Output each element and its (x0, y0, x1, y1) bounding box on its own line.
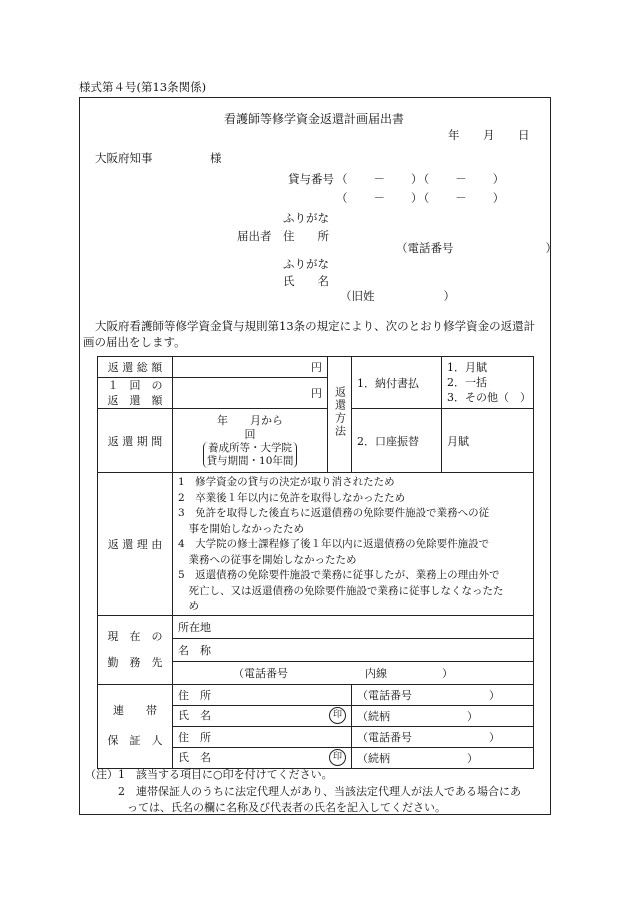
guarantor-2-address: 住 所 (173, 726, 352, 747)
guarantor-label (98, 684, 173, 768)
reason-line: 4 大学院の修士課程修了後１年以内に返還債務の免除要件施設で (178, 538, 490, 550)
reason-line: 死亡し、又は返還債務の免除要件施設で業務に従事しなくなったた (178, 584, 504, 597)
intro-line-1: 大阪府看護師等修学資金貸与規則第13条の規定により、次のとおり修学資金の返還計 (95, 319, 536, 333)
period-option-2: 貸与期間・10年間 (206, 454, 294, 467)
applicant-phone: （電話番号 ） (396, 241, 557, 255)
guarantor-label-1: 連 帯 (113, 704, 157, 717)
reason-line: 3 免許を取得した後直ちに返還債務の免除要件施設で業務への従 (178, 507, 490, 519)
reason-line: め (178, 600, 199, 612)
addressee-name: 大阪府知事 (95, 151, 153, 165)
period-options (203, 442, 298, 468)
method-2: 2．口座振替 (352, 409, 442, 473)
intro-line-2: 画の届出をします。 (83, 335, 186, 349)
period-option-1: 養成所等・大学院 (208, 441, 292, 454)
plan-table (97, 356, 534, 769)
applicant-label: 届出者 (237, 229, 272, 243)
address-label: 住 所 (283, 229, 329, 243)
work-phone: （電話番号 内線 ） (173, 661, 534, 684)
work-location: 所在地 (173, 615, 534, 638)
note-2-prefix: 2 (118, 785, 125, 798)
work-name: 名 称 (173, 638, 534, 661)
reason-line: 事を開始しなかったため (178, 522, 304, 535)
guarantor-2-name-label: 氏 名 (178, 751, 211, 764)
total-label: 返 還 総 額 (98, 357, 173, 378)
guarantor-1-relation: （続柄 ） (352, 705, 534, 726)
form-number: 様式第４号(第13条関係) (79, 80, 207, 94)
method-label-text: 返還方法 (333, 385, 347, 438)
reason-line: 業務への従事を開始しなかったため (178, 553, 357, 566)
method-2-option: 月賦 (442, 409, 534, 473)
reason-line: 2 卒業後１年以内に免許を取得しなかったため (178, 491, 406, 504)
reason-line: 1 修学資金の貸与の決定が取り消されたため (178, 476, 395, 488)
method-label (328, 357, 352, 473)
seal-icon: 印 (329, 749, 346, 766)
addressee-honorific: 様 (210, 151, 222, 165)
note-2-line-2: っては、氏名の欄に名称及び代表者の氏名を記入してください。 (127, 801, 446, 814)
guarantor-1-phone: （電話番号 ） (352, 684, 534, 705)
method-option-2: 2．一括 (447, 376, 487, 389)
date-year: 年 (448, 128, 460, 142)
loan-number-row2: （ － ）（ － ） (336, 191, 506, 205)
seal-icon: 印 (329, 707, 346, 724)
period-from: 年 月から (217, 413, 283, 427)
reason-line: 5 返還債務の免除要件施設で業務に従事したが、業務上の理由外で (178, 569, 500, 581)
note-1: 該当する項目に○印を付けてください。 (136, 768, 333, 781)
guarantor-1-name-label: 氏 名 (178, 709, 211, 722)
loan-number-row1: （ － ）（ － ） (336, 172, 506, 186)
method-option-1: 1．月賦 (447, 361, 487, 374)
guarantor-2-relation: （続柄 ） (352, 747, 534, 768)
per-label-2: 返 還 額 (107, 394, 163, 407)
guarantor-2-name (173, 747, 352, 768)
guarantor-2-phone: （電話番号 ） (352, 726, 534, 747)
total-yen: 円 (173, 357, 328, 378)
guarantor-1-address: 住 所 (173, 684, 352, 705)
per-label-1: １ 回 の (107, 379, 163, 392)
note-1-prefix: （注）1 (85, 768, 125, 781)
workplace-label-1: 現 在 の (107, 629, 163, 643)
period-label: 返 還 期 間 (98, 409, 173, 473)
method-option-3: 3．その他（ ） (447, 391, 531, 404)
form-title: 看護師等修学資金返還計画届出書 (224, 112, 405, 126)
name-label: 氏 名 (283, 274, 329, 288)
per-yen: 円 (173, 378, 328, 409)
method-1: 1．納付書払 (352, 357, 442, 409)
note-2-line-1: 連帯保証人のうちに法定代理人があり、当該法定代理人が法人である場合にあ (136, 785, 521, 798)
per-label (98, 378, 173, 409)
furigana-name: ふりがな (283, 257, 329, 271)
period-count: 回 (244, 427, 256, 441)
furigana-address: ふりがな (283, 211, 329, 225)
workplace-label (98, 615, 173, 684)
former-name: （旧姓 ） (340, 289, 455, 303)
reason-label: 返 還 理 由 (98, 473, 173, 616)
workplace-label-2: 勤 務 先 (107, 655, 163, 669)
guarantor-1-name (173, 705, 352, 726)
reason-list (173, 473, 534, 616)
date-day: 日 (518, 128, 530, 142)
date-month: 月 (483, 128, 495, 142)
guarantor-label-2: 保 証 人 (107, 734, 163, 747)
loan-number-label: 貸与番号 (288, 172, 334, 186)
method-1-options (442, 357, 534, 409)
period-value (173, 409, 328, 473)
